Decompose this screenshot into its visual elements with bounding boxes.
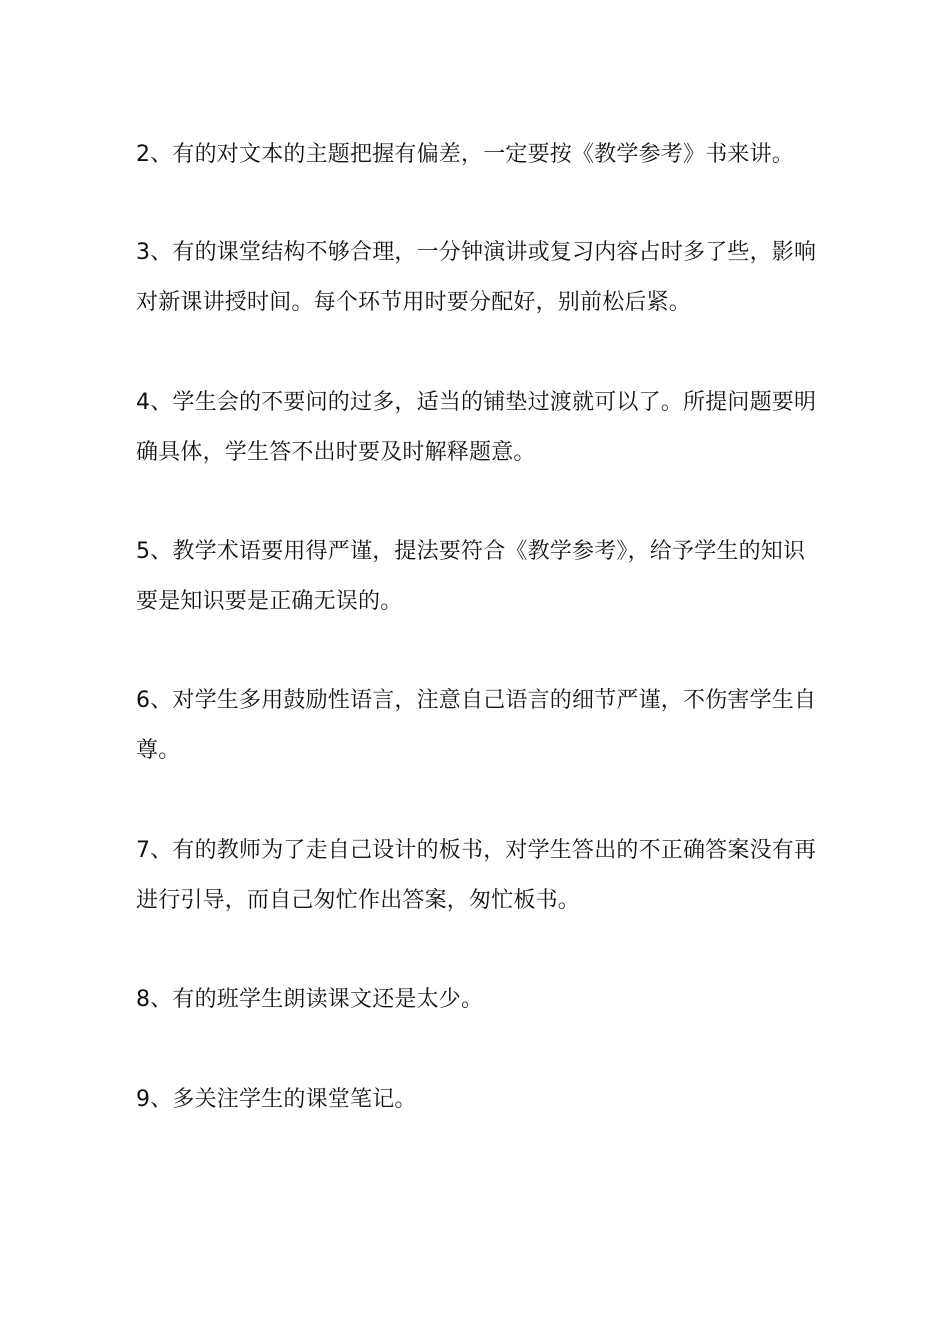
paragraph-item-3: 3、有的课堂结构不够合理，一分钟演讲或复习内容占时多了些，影响对新课讲授时间。每个环节用时要分配好，别前松后紧。 — [136, 240, 817, 315]
paragraph-item-2: 2、有的对文本的主题把握有偏差，一定要按《教学参考》书来讲。 — [136, 142, 794, 167]
paragraph-item-6: 6、对学生多用鼓励性语言，注意自己语言的细节严谨，不伤害学生自尊。 — [136, 688, 817, 763]
paragraph-item-8: 8、有的班学生朗读课文还是太少。 — [136, 987, 484, 1012]
paragraph-item-7: 7、有的教师为了走自己设计的板书，对学生答出的不正确答案没有再进行引导，而自己匆忙作出答案，匆忙板书。 — [136, 838, 817, 913]
paragraph-item-9: 9、多关注学生的课堂笔记。 — [136, 1087, 417, 1112]
paragraph-item-4: 4、学生会的不要问的过多，适当的铺垫过渡就可以了。所提问题要明确具体，学生答不出时要及时解释题意。 — [136, 390, 817, 465]
paragraph-item-5: 5、教学术语要用得严谨，提法要符合《教学参考》，给予学生的知识要是知识要是正确无误的。 — [136, 539, 806, 614]
